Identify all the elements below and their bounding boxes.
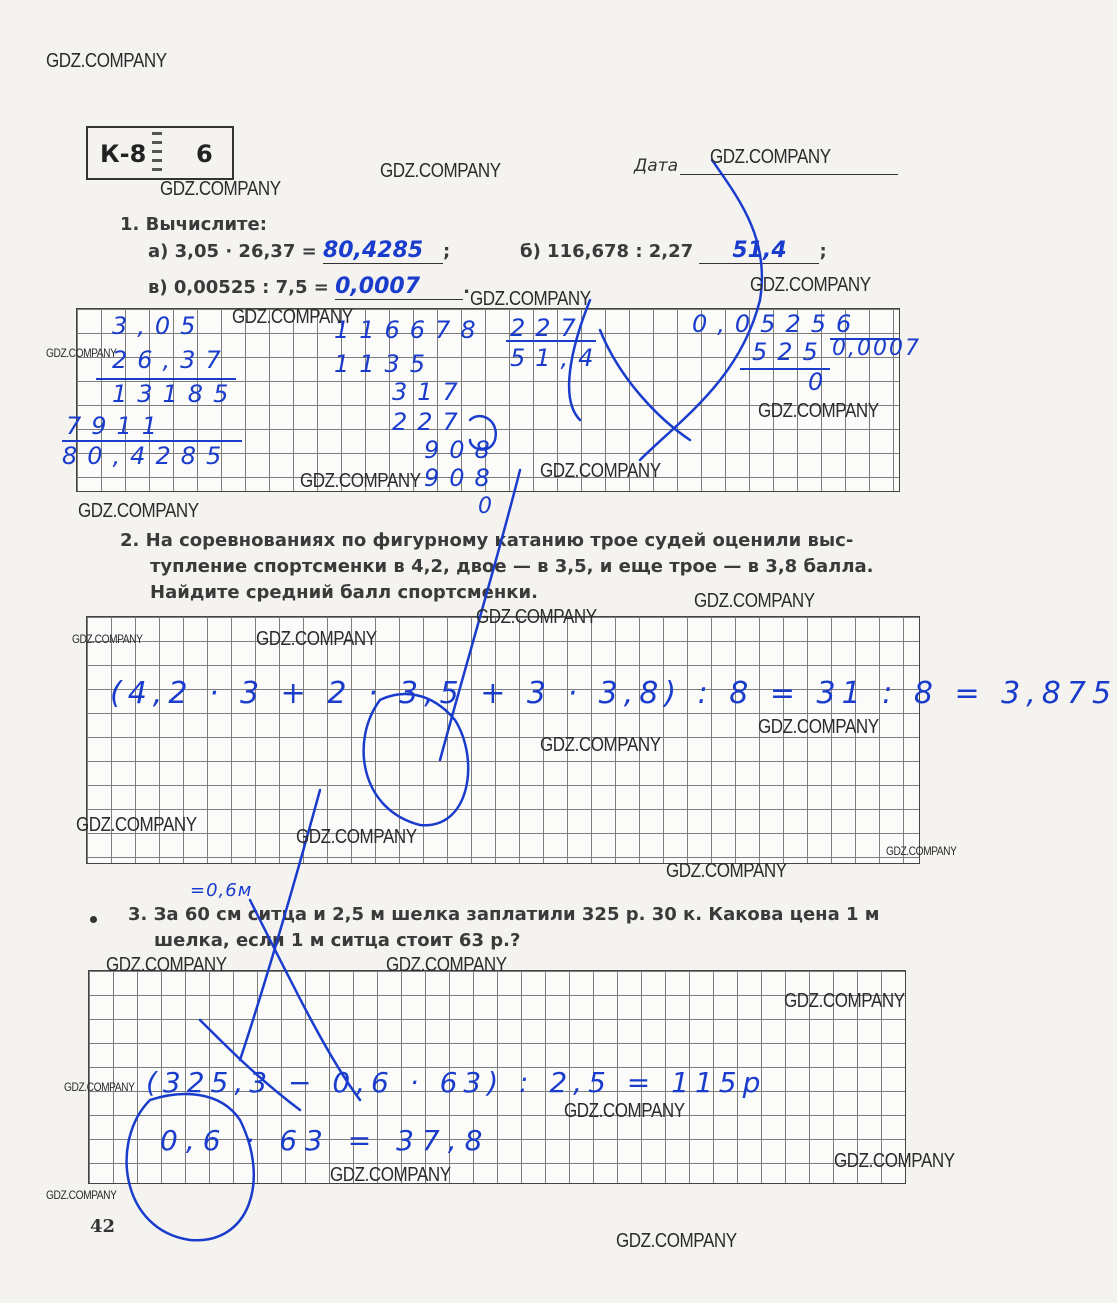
- watermark: GDZ.COMPANY: [64, 1080, 135, 1094]
- work-b-sub1: 1135: [334, 350, 436, 378]
- watermark: GDZ.COMPANY: [386, 954, 507, 976]
- watermark: GDZ.COMPANY: [616, 1230, 737, 1252]
- watermark: GDZ.COMPANY: [296, 826, 417, 848]
- watermark: GDZ.COMPANY: [758, 716, 879, 738]
- task2-line3: Найдите средний балл спортсменки.: [150, 582, 538, 603]
- task1-a-answer: 80,4285: [323, 238, 443, 264]
- work-v-quotient: 0,0007: [832, 336, 921, 361]
- task2-line2: тупление спортсменки в 4,2, двое — в 3,5, и еще трое — в 3,8 балла.: [150, 556, 874, 577]
- watermark: GDZ.COMPANY: [540, 734, 661, 756]
- task1-v-expression: в) 0,00525 : 7,5 =: [148, 277, 329, 298]
- grade-number: 6: [196, 140, 213, 168]
- task1-b-expression: б) 116,678 : 2,27: [520, 241, 694, 262]
- task1-v-answer: 0,0007: [335, 274, 463, 300]
- watermark: GDZ.COMPANY: [564, 1100, 685, 1122]
- work-b-divisor: 227: [510, 314, 586, 342]
- watermark: GDZ.COMPANY: [750, 274, 871, 296]
- watermark: GDZ.COMPANY: [256, 628, 377, 650]
- task2-line1: 2. На соревнованиях по фигурному катанию трое судей оценили выс-: [120, 530, 854, 551]
- work-a-line4: 7911: [66, 412, 168, 440]
- work-a-line2: 26,37: [112, 346, 231, 374]
- watermark: GDZ.COMPANY: [160, 178, 281, 200]
- work-b-rem1: 317: [392, 378, 468, 406]
- work-a-line5: 80,4285: [62, 442, 232, 470]
- watermark: GDZ.COMPANY: [540, 460, 661, 482]
- watermark: GDZ.COMPANY: [710, 146, 831, 168]
- watermark: GDZ.COMPANY: [666, 860, 787, 882]
- watermark: GDZ.COMPANY: [72, 632, 143, 646]
- watermark: GDZ.COMPANY: [834, 1150, 955, 1172]
- watermark: GDZ.COMPANY: [106, 954, 227, 976]
- task1-b-answer: 51,4: [699, 238, 819, 264]
- watermark: GDZ.COMPANY: [46, 1188, 117, 1202]
- task1-prompt: 1. Вычислите:: [120, 214, 267, 235]
- section-code: К-8: [100, 140, 147, 168]
- watermark: GDZ.COMPANY: [758, 400, 879, 422]
- watermark: GDZ.COMPANY: [476, 606, 597, 628]
- task1-b: б) 116,678 : 2,27 51,4 ;: [520, 238, 827, 263]
- task3-line2: шелка, если 1 м ситца стоит 63 р.?: [154, 930, 521, 951]
- task3-solution-line1: (325,3 − 0,6 · 63) : 2,5 = 115р: [146, 1066, 767, 1099]
- task3-note: =0,6м: [190, 880, 253, 901]
- date-label: Дата: [634, 156, 679, 176]
- page-number: 42: [90, 1216, 116, 1237]
- watermark: GDZ.COMPANY: [470, 288, 591, 310]
- watermark: GDZ.COMPANY: [46, 346, 117, 360]
- work-v-dividend: 0,05256: [692, 310, 862, 338]
- task2-solution: (4,2 · 3 + 2 · 3,5 + 3 · 3,8) : 8 = 31 : 8 = 3,875: [110, 676, 1117, 711]
- work-b-sub2: 227: [392, 408, 468, 436]
- work-a-line3: 13185: [112, 380, 239, 408]
- watermark: GDZ.COMPANY: [784, 990, 905, 1012]
- watermark: GDZ.COMPANY: [78, 500, 199, 522]
- task1-a: а) 3,05 · 26,37 = 80,4285 ;: [148, 238, 451, 263]
- watermark: GDZ.COMPANY: [232, 306, 353, 328]
- task1-v: в) 0,00525 : 7,5 = 0,0007 .: [148, 274, 470, 299]
- watermark: GDZ.COMPANY: [886, 844, 957, 858]
- watermark: GDZ.COMPANY: [330, 1164, 451, 1186]
- watermark: GDZ.COMPANY: [46, 50, 167, 72]
- task3-line1: 3. За 60 см ситца и 2,5 м шелка заплатили 325 р. 30 к. Какова цена 1 м: [128, 904, 880, 925]
- watermark: GDZ.COMPANY: [694, 590, 815, 612]
- work-b-dividend: 116678: [334, 316, 486, 344]
- watermark: GDZ.COMPANY: [300, 470, 421, 492]
- work-b-rem2: 908: [424, 436, 500, 464]
- work-v-sub: 525: [752, 338, 828, 366]
- task3-solution-line2: 0,6 · 63 = 37,8: [160, 1124, 491, 1157]
- work-b-quotient: 51,4: [510, 344, 604, 372]
- watermark: GDZ.COMPANY: [380, 160, 501, 182]
- watermark: GDZ.COMPANY: [76, 814, 197, 836]
- work-b-sub3: 908: [424, 464, 500, 492]
- work-v-zero: 0: [808, 368, 834, 396]
- work-a-line1: 3,05: [112, 312, 206, 340]
- task1-a-expression: а) 3,05 · 26,37 =: [148, 241, 317, 262]
- work-b-zero: 0: [478, 494, 502, 519]
